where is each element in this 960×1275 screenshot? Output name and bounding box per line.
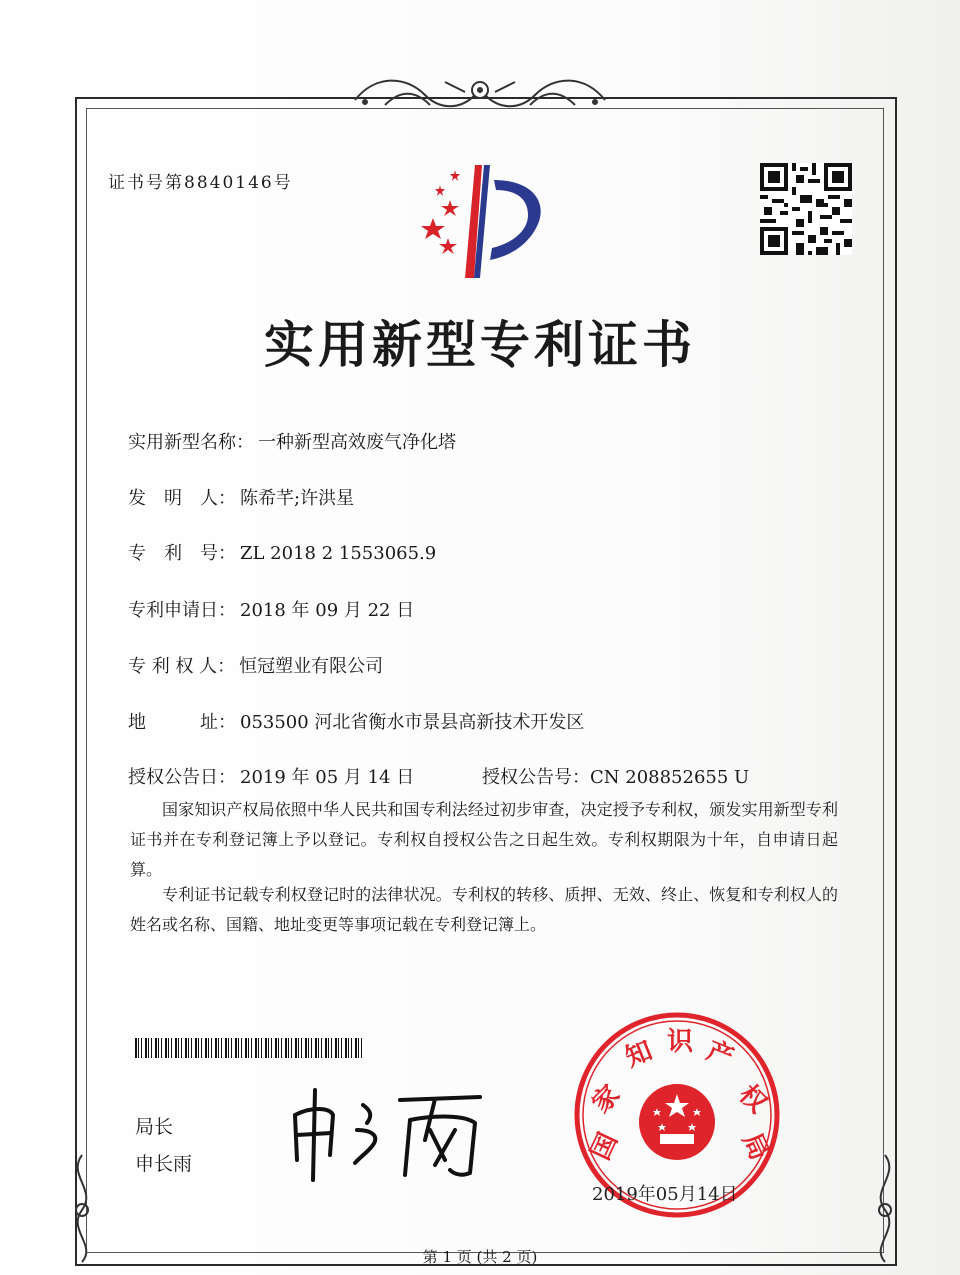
field-value: 一种新型高效废气净化塔 [258,432,456,453]
svg-text:家: 家 [586,1079,627,1120]
director-name: 申长雨 [135,1153,193,1175]
svg-text:国: 国 [585,1128,624,1165]
field-value: 陈希芊;许洪星 [240,488,355,509]
field-label: 发 明 人： [128,488,236,509]
field-patent-number [128,539,436,565]
field-value: ZL 2018 2 1553065.9 [240,543,437,564]
page-number: 第 1 页 (共 2 页) [422,1248,538,1266]
director-signature-icon [285,1085,495,1185]
director-title: 局长 [135,1116,174,1138]
field-label: 专 利 号： [128,543,236,564]
body-paragraph-2: 专利证书记载专利权登记时的法律状况。专利权的转移、质押、无效、终止、恢复和专利权人的姓名或名称、国籍、地址变更等事项记载在专利登记簿上。 [130,885,838,934]
field-label: 授权公告号： [482,767,590,788]
field-utility-model-name [128,428,456,454]
field-value: 恒冠塑业有限公司 [239,656,384,677]
field-label: 授权公告日： [128,767,236,788]
field-value: 2019 年 05 月 14 日 [240,767,415,788]
field-application-date [128,596,414,622]
field-grant-date [128,763,414,789]
field-value: 053500 河北省衡水市景县高新技术开发区 [240,712,585,733]
top-ornament-icon [345,70,615,120]
svg-text:产: 产 [702,1035,738,1074]
field-patent-holder [128,652,383,678]
svg-text:知: 知 [621,1035,657,1074]
field-label: 实用新型名称： [128,432,254,453]
field-value: CN 208852655 U [590,767,750,788]
certificate-title: 实用新型专利证书 [264,316,696,374]
cnipa-logo-icon [410,160,560,285]
svg-text:局: 局 [736,1128,775,1165]
field-label: 专利申请日： [128,600,236,621]
barcode-icon [135,1038,365,1058]
qr-code-icon [760,163,852,255]
certificate-number: 证书号第8840146号 [108,173,293,193]
field-value: 2018 年 09 月 22 日 [240,600,415,621]
svg-text:识: 识 [666,1027,694,1057]
field-address [128,708,584,734]
seal-date: 2019年05月14日 [592,1184,738,1205]
svg-text:权: 权 [732,1079,773,1120]
field-label: 专 利 权 人： [128,656,236,677]
field-label: 地 址： [128,712,236,733]
field-publication-number [482,763,749,789]
field-inventor [128,484,354,510]
body-paragraph-1: 国家知识产权局依照中华人民共和国专利法经过初步审查，决定授予专利权，颁发实用新型专利证书并在专利登记簿上予以登记。专利权自授权公告之日起生效。专利权期限为十年，自申请日起算。 [130,800,838,879]
